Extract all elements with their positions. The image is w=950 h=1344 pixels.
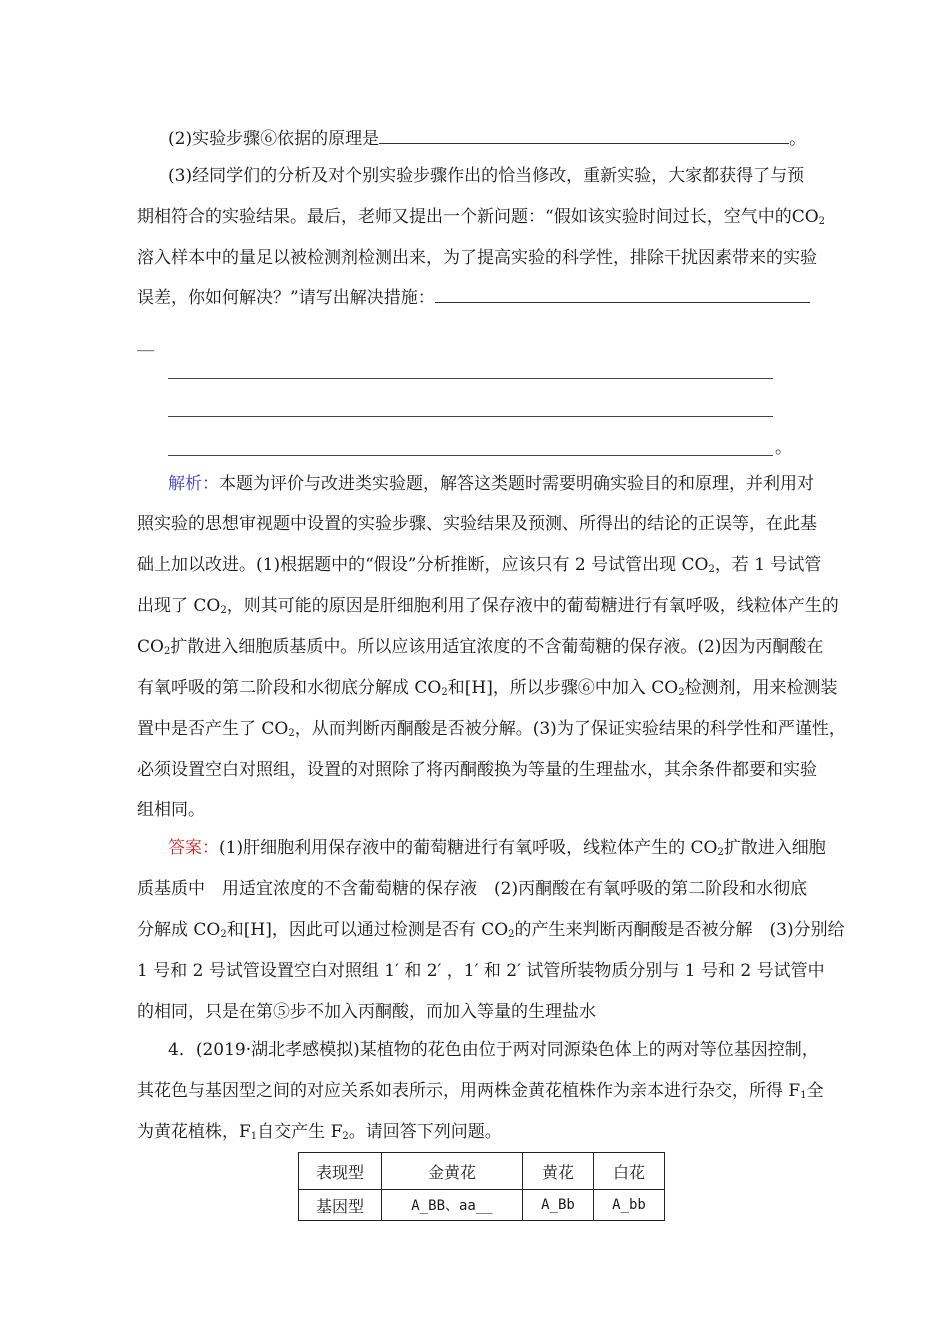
question-3-line-2 xyxy=(137,205,825,229)
text: CO xyxy=(137,637,164,657)
question-3-line-3: 溶入样本中的量足以被检测剂检测出来，为了提高实验的科学性，排除干扰因素带来的实验 xyxy=(137,248,817,268)
analysis-label: 解析： xyxy=(168,474,219,494)
text: 出现了 CO xyxy=(137,596,221,616)
subscript: 2 xyxy=(441,687,448,698)
text: 。请回答下列问题。 xyxy=(348,1122,502,1142)
answer-blank[interactable] xyxy=(379,127,789,144)
question-3-line-4 xyxy=(137,286,810,310)
text: 和[H]，所以步骤⑥中加入 CO xyxy=(447,678,679,698)
subscript: 2 xyxy=(717,847,724,858)
text: 有氧呼吸的第二阶段和水彻底分解成 CO xyxy=(137,678,442,698)
subscript: 2 xyxy=(220,929,227,940)
analysis-line-2: 照实验的思想审视题中设置的实验步骤、实验结果及预测、所得出的结论的正误等，在此基 xyxy=(137,514,817,534)
text: 的产生来判断丙酮酸是否被分解 (3)分别给 xyxy=(514,920,845,940)
text: 分解成 CO xyxy=(137,920,221,940)
text: 和[H]，因此可以通过检测是否有 CO xyxy=(226,920,509,940)
analysis-line-8: 必须设置空白对照组，设置的对照除了将丙酮酸换为等量的生理盐水，其余条件都要和实验 xyxy=(137,760,817,780)
question-2-text: (2)实验步骤⑥依据的原理是 xyxy=(168,129,380,149)
question-4-line-2 xyxy=(137,1079,824,1103)
answer-line[interactable] xyxy=(168,378,773,379)
analysis-line-5 xyxy=(137,635,823,659)
subscript: 2 xyxy=(163,646,171,657)
subscript: 2 xyxy=(342,1131,349,1142)
text: 置中是否产生了 CO xyxy=(137,719,289,739)
table-cell: 黄花 xyxy=(523,1153,594,1190)
answer-line[interactable] xyxy=(168,455,773,456)
answer-label: 答案： xyxy=(168,838,219,858)
table-cell: 金黄花 xyxy=(382,1153,523,1190)
table-cell: A_Bb xyxy=(523,1190,594,1221)
table-cell: 基因型 xyxy=(299,1190,382,1221)
text: 期相符合的实验结果。最后，老师又提出一个新问题：“假如该实验时间过长，空气中的CO xyxy=(137,207,819,227)
table-cell: A_bb xyxy=(594,1190,665,1221)
analysis-line-1 xyxy=(168,472,814,496)
text: ，从而判断丙酮酸是否被分解。(3)为了保证实验结果的科学性和严谨性， xyxy=(294,719,846,739)
text: 扩散进入细胞质基质中。所以应该用适宜浓度的不含葡萄糖的保存液。(2)因为丙酮酸在 xyxy=(170,637,824,657)
answer-line-3 xyxy=(137,918,845,942)
question-3-line-5: __ xyxy=(137,332,154,352)
subscript: 2 xyxy=(288,728,295,739)
analysis-line-6 xyxy=(137,676,838,700)
phenotype-genotype-table xyxy=(298,1152,665,1221)
answer-line-4: 1 号和 2 号试管设置空白对照组 1′ 和 2′ ，1′ 和 2′ 试管所装物质分别与 1 号和 2 号试管中 xyxy=(137,961,825,981)
answer-line-2: 质基质中 用适宜浓度的不含葡萄糖的保存液 (2)丙酮酸在有氧呼吸的第二阶段和水彻底 xyxy=(137,879,808,899)
question-3-line-1: (3)经同学们的分析及对个别实验步骤作出的恰当修改，重新实验，大家都获得了与预 xyxy=(168,166,805,186)
text: 扩散进入细胞 xyxy=(723,838,826,858)
subscript: 2 xyxy=(708,564,715,575)
analysis-line-4 xyxy=(137,594,839,618)
text: 全 xyxy=(806,1081,824,1101)
answer-blank[interactable] xyxy=(435,286,810,303)
text: 本题为评价与改进类实验题，解答这类题时需要明确实验目的和原理，并利用对 xyxy=(219,474,814,494)
question-4-line-1: 4．(2019·湖北孝感模拟)某植物的花色由位于两对同源染色体上的两对等位基因控制， xyxy=(168,1040,819,1060)
subscript: 2 xyxy=(678,687,685,698)
text: 检测剂，用来检测装 xyxy=(684,678,838,698)
answer-line[interactable] xyxy=(168,416,773,417)
analysis-line-9: 组相同。 xyxy=(137,800,205,820)
period: 。 xyxy=(789,129,807,149)
subscript: 2 xyxy=(818,216,826,227)
period: 。 xyxy=(775,438,792,458)
analysis-line-3 xyxy=(137,553,821,577)
text: 为黄花植株，F xyxy=(137,1122,251,1142)
subscript: 1 xyxy=(250,1131,258,1142)
table-row xyxy=(299,1190,665,1221)
table-cell: 白花 xyxy=(594,1153,665,1190)
answer-line-5: 的相同，只是在第⑤步不加入丙酮酸，而加入等量的生理盐水 xyxy=(137,1002,596,1022)
text: ，若 1 号试管 xyxy=(714,555,822,575)
text: 自交产生 F xyxy=(257,1122,343,1142)
text: 础上加以改进。(1)根据题中的“假设”分析推断，应该只有 2 号试管出现 CO xyxy=(137,555,709,575)
text: (1)肝细胞利用保存液中的葡萄糖进行有氧呼吸，线粒体产生的 CO xyxy=(219,838,718,858)
table-header-row xyxy=(299,1153,665,1190)
subscript: 1 xyxy=(800,1090,807,1101)
question-4-line-3 xyxy=(137,1120,502,1144)
text: 其花色与基因型之间的对应关系如表所示，用两株金黄花植株作为亲本进行杂交，所得 F xyxy=(137,1081,801,1101)
table-cell: 表现型 xyxy=(299,1153,382,1190)
subscript: 2 xyxy=(220,605,227,616)
question-2 xyxy=(168,127,806,151)
analysis-line-7 xyxy=(137,717,846,741)
answer-line-1 xyxy=(168,836,826,860)
text: ，则其可能的原因是肝细胞利用了保存液中的葡萄糖进行有氧呼吸，线粒体产生的 xyxy=(226,596,839,616)
text: 误差，你如何解决？”请写出解决措施： xyxy=(137,288,435,308)
table-cell: A_BB、aa__ xyxy=(382,1190,523,1221)
subscript: 2 xyxy=(508,929,515,940)
